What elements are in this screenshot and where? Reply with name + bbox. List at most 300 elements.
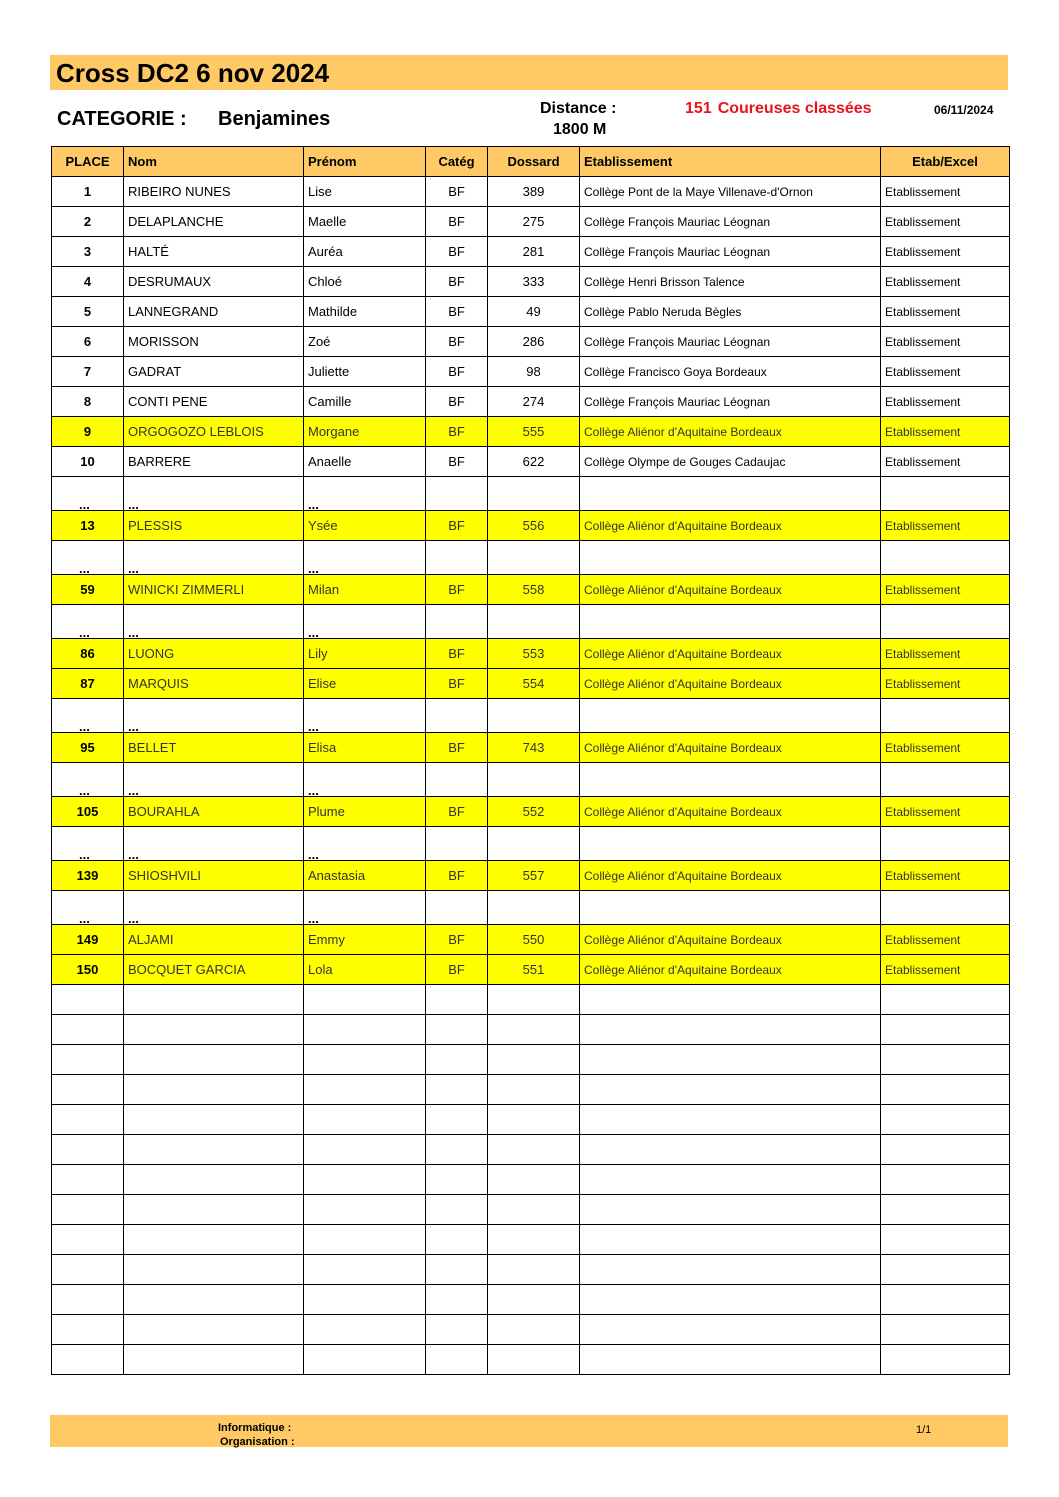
ellipsis-row (52, 699, 1010, 733)
cell-etablissement: Collège Henri Brisson Talence (580, 267, 881, 297)
cell-dossard: 286 (488, 327, 580, 357)
cell-etablissement: Collège Pablo Neruda Bègles (580, 297, 881, 327)
empty-row (52, 1285, 1010, 1315)
empty-cell (881, 985, 1010, 1015)
empty-cell (52, 1105, 124, 1135)
empty-row (52, 1315, 1010, 1345)
empty-cell (488, 541, 580, 575)
cell-categ: BF (426, 267, 488, 297)
cell-prenom: Elise (304, 669, 426, 699)
empty-row (52, 1075, 1010, 1105)
page-number: 1/1 (916, 1424, 932, 1436)
empty-row (52, 1225, 1010, 1255)
ellipsis-mark: ... (304, 541, 426, 575)
empty-cell (426, 477, 488, 511)
empty-cell (881, 541, 1010, 575)
table-header-row (52, 147, 1010, 177)
empty-cell (124, 1165, 304, 1195)
cell-place: 3 (52, 237, 124, 267)
empty-cell (881, 1195, 1010, 1225)
cell-nom: MARQUIS (124, 669, 304, 699)
empty-row (52, 1135, 1010, 1165)
cell-place: 86 (52, 639, 124, 669)
cell-etablissement: Collège Aliénor d'Aquitaine Bordeaux (580, 639, 881, 669)
empty-cell (304, 1285, 426, 1315)
ellipsis-mark: ... (124, 763, 304, 797)
results-table (51, 146, 1010, 1375)
cell-etab-excel: Etablissement (881, 417, 1010, 447)
empty-cell (580, 605, 881, 639)
cell-etablissement: Collège Olympe de Gouges Cadaujac (580, 447, 881, 477)
cell-dossard: 550 (488, 925, 580, 955)
empty-cell (304, 1165, 426, 1195)
empty-cell (124, 1315, 304, 1345)
cell-etablissement: Collège Francisco Goya Bordeaux (580, 357, 881, 387)
cell-dossard: 556 (488, 511, 580, 541)
cell-dossard: 554 (488, 669, 580, 699)
cell-etab-excel: Etablissement (881, 925, 1010, 955)
empty-cell (52, 1015, 124, 1045)
empty-cell (881, 605, 1010, 639)
cell-nom: CONTI PENE (124, 387, 304, 417)
empty-cell (580, 1195, 881, 1225)
table-row (52, 237, 1010, 267)
cell-dossard: 275 (488, 207, 580, 237)
empty-cell (881, 1345, 1010, 1375)
empty-cell (580, 1015, 881, 1045)
empty-cell (426, 605, 488, 639)
cell-nom: SHIOSHVILI (124, 861, 304, 891)
empty-cell (124, 1105, 304, 1135)
ellipsis-mark: ... (304, 477, 426, 511)
cell-place: 149 (52, 925, 124, 955)
empty-cell (426, 1135, 488, 1165)
empty-cell (580, 1285, 881, 1315)
table-row (52, 861, 1010, 891)
empty-row (52, 1345, 1010, 1375)
empty-cell (124, 1345, 304, 1375)
cell-categ: BF (426, 575, 488, 605)
cell-etab-excel: Etablissement (881, 267, 1010, 297)
empty-cell (881, 1135, 1010, 1165)
empty-cell (304, 1255, 426, 1285)
cell-prenom: Lily (304, 639, 426, 669)
cell-dossard: 274 (488, 387, 580, 417)
cell-categ: BF (426, 639, 488, 669)
empty-cell (881, 1225, 1010, 1255)
table-row (52, 357, 1010, 387)
cell-etab-excel: Etablissement (881, 639, 1010, 669)
cell-place: 1 (52, 177, 124, 207)
title-band (50, 55, 1008, 90)
empty-cell (52, 1195, 124, 1225)
empty-cell (52, 1315, 124, 1345)
cell-place: 9 (52, 417, 124, 447)
empty-cell (304, 1135, 426, 1165)
empty-cell (426, 1165, 488, 1195)
empty-cell (426, 699, 488, 733)
empty-cell (488, 891, 580, 925)
cell-categ: BF (426, 417, 488, 447)
cell-prenom: Lola (304, 955, 426, 985)
cell-nom: ORGOGOZO LEBLOIS (124, 417, 304, 447)
empty-cell (304, 1345, 426, 1375)
empty-cell (580, 1135, 881, 1165)
cell-etablissement: Collège François Mauriac Léognan (580, 327, 881, 357)
footer-band (50, 1415, 1008, 1447)
empty-cell (124, 1135, 304, 1165)
col-header-dossard: Dossard (488, 147, 580, 177)
cell-categ: BF (426, 733, 488, 763)
cell-etab-excel: Etablissement (881, 861, 1010, 891)
empty-cell (52, 985, 124, 1015)
empty-cell (426, 1345, 488, 1375)
table-row (52, 733, 1010, 763)
empty-cell (304, 1225, 426, 1255)
ellipsis-mark: ... (124, 827, 304, 861)
cell-etablissement: Collège Pont de la Maye Villenave-d'Ornon (580, 177, 881, 207)
cell-dossard: 743 (488, 733, 580, 763)
empty-row (52, 985, 1010, 1015)
table-row (52, 447, 1010, 477)
cell-etablissement: Collège Aliénor d'Aquitaine Bordeaux (580, 575, 881, 605)
cell-prenom: Emmy (304, 925, 426, 955)
empty-cell (426, 1255, 488, 1285)
empty-cell (52, 1285, 124, 1315)
empty-cell (488, 699, 580, 733)
empty-cell (580, 1165, 881, 1195)
table-row (52, 669, 1010, 699)
empty-cell (426, 1075, 488, 1105)
col-header-etablissement: Etablissement (580, 147, 881, 177)
cell-dossard: 281 (488, 237, 580, 267)
distance-label: Distance : (540, 100, 617, 117)
cell-place: 4 (52, 267, 124, 297)
cell-etab-excel: Etablissement (881, 327, 1010, 357)
cell-etablissement: Collège François Mauriac Léognan (580, 237, 881, 267)
table-row (52, 327, 1010, 357)
ellipsis-row (52, 477, 1010, 511)
empty-cell (124, 1075, 304, 1105)
ellipsis-mark: ... (304, 699, 426, 733)
ellipsis-row (52, 827, 1010, 861)
cell-etablissement: Collège François Mauriac Léognan (580, 387, 881, 417)
cell-dossard: 49 (488, 297, 580, 327)
ellipsis-mark: ... (124, 891, 304, 925)
cell-nom: HALTÉ (124, 237, 304, 267)
cell-dossard: 552 (488, 797, 580, 827)
cell-categ: BF (426, 357, 488, 387)
cell-dossard: 551 (488, 955, 580, 985)
cell-nom: BARRERE (124, 447, 304, 477)
empty-cell (488, 1345, 580, 1375)
empty-cell (881, 1075, 1010, 1105)
cell-prenom: Milan (304, 575, 426, 605)
page-title: Cross DC2 6 nov 2024 (56, 58, 330, 88)
empty-cell (881, 891, 1010, 925)
cell-etab-excel: Etablissement (881, 669, 1010, 699)
cell-categ: BF (426, 297, 488, 327)
empty-cell (580, 1315, 881, 1345)
cell-nom: BELLET (124, 733, 304, 763)
empty-cell (426, 1105, 488, 1135)
empty-cell (488, 1165, 580, 1195)
ellipsis-mark: ... (124, 541, 304, 575)
cell-prenom: Lise (304, 177, 426, 207)
cell-etablissement: Collège Aliénor d'Aquitaine Bordeaux (580, 669, 881, 699)
table-row (52, 387, 1010, 417)
cell-nom: MORISSON (124, 327, 304, 357)
empty-cell (488, 985, 580, 1015)
cell-etab-excel: Etablissement (881, 955, 1010, 985)
cell-categ: BF (426, 797, 488, 827)
empty-cell (488, 605, 580, 639)
empty-cell (426, 541, 488, 575)
empty-cell (304, 1315, 426, 1345)
ellipsis-mark: ... (124, 699, 304, 733)
cell-etab-excel: Etablissement (881, 237, 1010, 267)
empty-row (52, 1105, 1010, 1135)
distance-value: 1800 M (553, 121, 607, 138)
empty-cell (881, 827, 1010, 861)
cell-dossard: 333 (488, 267, 580, 297)
cell-etab-excel: Etablissement (881, 387, 1010, 417)
cell-nom: LUONG (124, 639, 304, 669)
empty-cell (488, 1015, 580, 1045)
empty-cell (580, 891, 881, 925)
empty-cell (488, 477, 580, 511)
category-value: Benjamines (218, 108, 331, 130)
ellipsis-mark: ... (52, 891, 124, 925)
empty-row (52, 1255, 1010, 1285)
cell-categ: BF (426, 955, 488, 985)
empty-cell (881, 1105, 1010, 1135)
ellipsis-mark: ... (52, 699, 124, 733)
cell-place: 59 (52, 575, 124, 605)
ellipsis-mark: ... (52, 605, 124, 639)
cell-nom: LANNEGRAND (124, 297, 304, 327)
table-row (52, 207, 1010, 237)
table-row (52, 955, 1010, 985)
empty-cell (488, 1075, 580, 1105)
ellipsis-mark: ... (124, 477, 304, 511)
cell-etab-excel: Etablissement (881, 797, 1010, 827)
cell-etab-excel: Etablissement (881, 733, 1010, 763)
empty-cell (426, 985, 488, 1015)
empty-row (52, 1165, 1010, 1195)
empty-cell (426, 1225, 488, 1255)
cell-prenom: Zoé (304, 327, 426, 357)
cell-categ: BF (426, 177, 488, 207)
ellipsis-mark: ... (52, 477, 124, 511)
empty-row (52, 1015, 1010, 1045)
cell-place: 87 (52, 669, 124, 699)
cell-categ: BF (426, 669, 488, 699)
empty-cell (488, 1105, 580, 1135)
empty-cell (580, 1045, 881, 1075)
empty-cell (580, 827, 881, 861)
empty-cell (881, 1015, 1010, 1045)
table-row (52, 267, 1010, 297)
category-label: CATEGORIE : (57, 108, 187, 130)
empty-cell (488, 763, 580, 797)
ellipsis-mark: ... (52, 763, 124, 797)
cell-etablissement: Collège François Mauriac Léognan (580, 207, 881, 237)
cell-prenom: Plume (304, 797, 426, 827)
empty-row (52, 1045, 1010, 1075)
table-row (52, 297, 1010, 327)
empty-cell (580, 1105, 881, 1135)
cell-dossard: 553 (488, 639, 580, 669)
empty-cell (488, 1255, 580, 1285)
ellipsis-row (52, 891, 1010, 925)
empty-cell (124, 1015, 304, 1045)
cell-prenom: Chloé (304, 267, 426, 297)
empty-cell (881, 1045, 1010, 1075)
empty-cell (426, 763, 488, 797)
cell-prenom: Ysée (304, 511, 426, 541)
cell-categ: BF (426, 925, 488, 955)
table-row (52, 417, 1010, 447)
cell-nom: BOCQUET GARCIA (124, 955, 304, 985)
empty-cell (488, 1135, 580, 1165)
col-header-nom: Nom (124, 147, 304, 177)
empty-cell (488, 1225, 580, 1255)
empty-cell (304, 1105, 426, 1135)
empty-cell (881, 763, 1010, 797)
empty-cell (426, 1315, 488, 1345)
empty-cell (304, 1195, 426, 1225)
empty-cell (52, 1255, 124, 1285)
ellipsis-mark: ... (52, 827, 124, 861)
cell-nom: DELAPLANCHE (124, 207, 304, 237)
table-row (52, 575, 1010, 605)
empty-cell (580, 985, 881, 1015)
ellipsis-row (52, 605, 1010, 639)
cell-place: 105 (52, 797, 124, 827)
empty-cell (124, 1225, 304, 1255)
empty-cell (304, 1075, 426, 1105)
cell-nom: ALJAMI (124, 925, 304, 955)
empty-cell (580, 763, 881, 797)
cell-etab-excel: Etablissement (881, 575, 1010, 605)
runner-count-number: 151 (685, 100, 712, 117)
cell-prenom: Juliette (304, 357, 426, 387)
cell-etab-excel: Etablissement (881, 447, 1010, 477)
empty-cell (881, 1255, 1010, 1285)
cell-dossard: 557 (488, 861, 580, 891)
empty-cell (426, 1045, 488, 1075)
cell-etablissement: Collège Aliénor d'Aquitaine Bordeaux (580, 861, 881, 891)
cell-categ: BF (426, 861, 488, 891)
empty-cell (426, 827, 488, 861)
empty-cell (488, 1195, 580, 1225)
cell-prenom: Camille (304, 387, 426, 417)
empty-cell (580, 541, 881, 575)
cell-categ: BF (426, 387, 488, 417)
ellipsis-mark: ... (124, 605, 304, 639)
empty-cell (580, 1255, 881, 1285)
cell-place: 6 (52, 327, 124, 357)
empty-cell (52, 1225, 124, 1255)
cell-nom: DESRUMAUX (124, 267, 304, 297)
footer-organisation-label: Organisation : (220, 1436, 295, 1448)
empty-cell (488, 827, 580, 861)
ellipsis-mark: ... (304, 891, 426, 925)
table-row (52, 177, 1010, 207)
cell-etablissement: Collège Aliénor d'Aquitaine Bordeaux (580, 797, 881, 827)
empty-cell (426, 1195, 488, 1225)
col-header-prenom: Prénom (304, 147, 426, 177)
cell-prenom: Auréa (304, 237, 426, 267)
col-header-place: PLACE (52, 147, 124, 177)
cell-etab-excel: Etablissement (881, 357, 1010, 387)
empty-cell (580, 1225, 881, 1255)
empty-cell (52, 1345, 124, 1375)
empty-cell (304, 1015, 426, 1045)
empty-cell (488, 1045, 580, 1075)
cell-place: 13 (52, 511, 124, 541)
empty-cell (580, 1075, 881, 1105)
table-row (52, 925, 1010, 955)
cell-etab-excel: Etablissement (881, 177, 1010, 207)
empty-cell (881, 1285, 1010, 1315)
cell-nom: PLESSIS (124, 511, 304, 541)
ellipsis-row (52, 763, 1010, 797)
empty-row (52, 1195, 1010, 1225)
ellipsis-mark: ... (304, 605, 426, 639)
cell-dossard: 555 (488, 417, 580, 447)
table-row (52, 639, 1010, 669)
empty-cell (52, 1045, 124, 1075)
cell-place: 95 (52, 733, 124, 763)
cell-dossard: 622 (488, 447, 580, 477)
cell-prenom: Elisa (304, 733, 426, 763)
empty-cell (881, 699, 1010, 733)
cell-place: 8 (52, 387, 124, 417)
cell-categ: BF (426, 327, 488, 357)
empty-cell (124, 1045, 304, 1075)
runner-count (685, 100, 872, 118)
table-body (52, 177, 1010, 1375)
cell-nom: BOURAHLA (124, 797, 304, 827)
report-date: 06/11/2024 (934, 103, 994, 117)
cell-nom: RIBEIRO NUNES (124, 177, 304, 207)
ellipsis-row (52, 541, 1010, 575)
cell-nom: WINICKI ZIMMERLI (124, 575, 304, 605)
cell-etablissement: Collège Aliénor d'Aquitaine Bordeaux (580, 511, 881, 541)
empty-cell (580, 699, 881, 733)
cell-categ: BF (426, 237, 488, 267)
cell-etablissement: Collège Aliénor d'Aquitaine Bordeaux (580, 955, 881, 985)
empty-cell (426, 1015, 488, 1045)
cell-etablissement: Collège Aliénor d'Aquitaine Bordeaux (580, 417, 881, 447)
cell-dossard: 389 (488, 177, 580, 207)
empty-cell (488, 1285, 580, 1315)
empty-cell (426, 891, 488, 925)
cell-place: 150 (52, 955, 124, 985)
cell-place: 2 (52, 207, 124, 237)
ellipsis-mark: ... (304, 763, 426, 797)
runner-count-label: Coureuses classées (717, 100, 872, 117)
empty-cell (124, 1285, 304, 1315)
empty-cell (52, 1135, 124, 1165)
cell-etab-excel: Etablissement (881, 511, 1010, 541)
empty-cell (580, 477, 881, 511)
footer-informatique-label: Informatique : (218, 1422, 292, 1434)
cell-place: 5 (52, 297, 124, 327)
table-row (52, 511, 1010, 541)
